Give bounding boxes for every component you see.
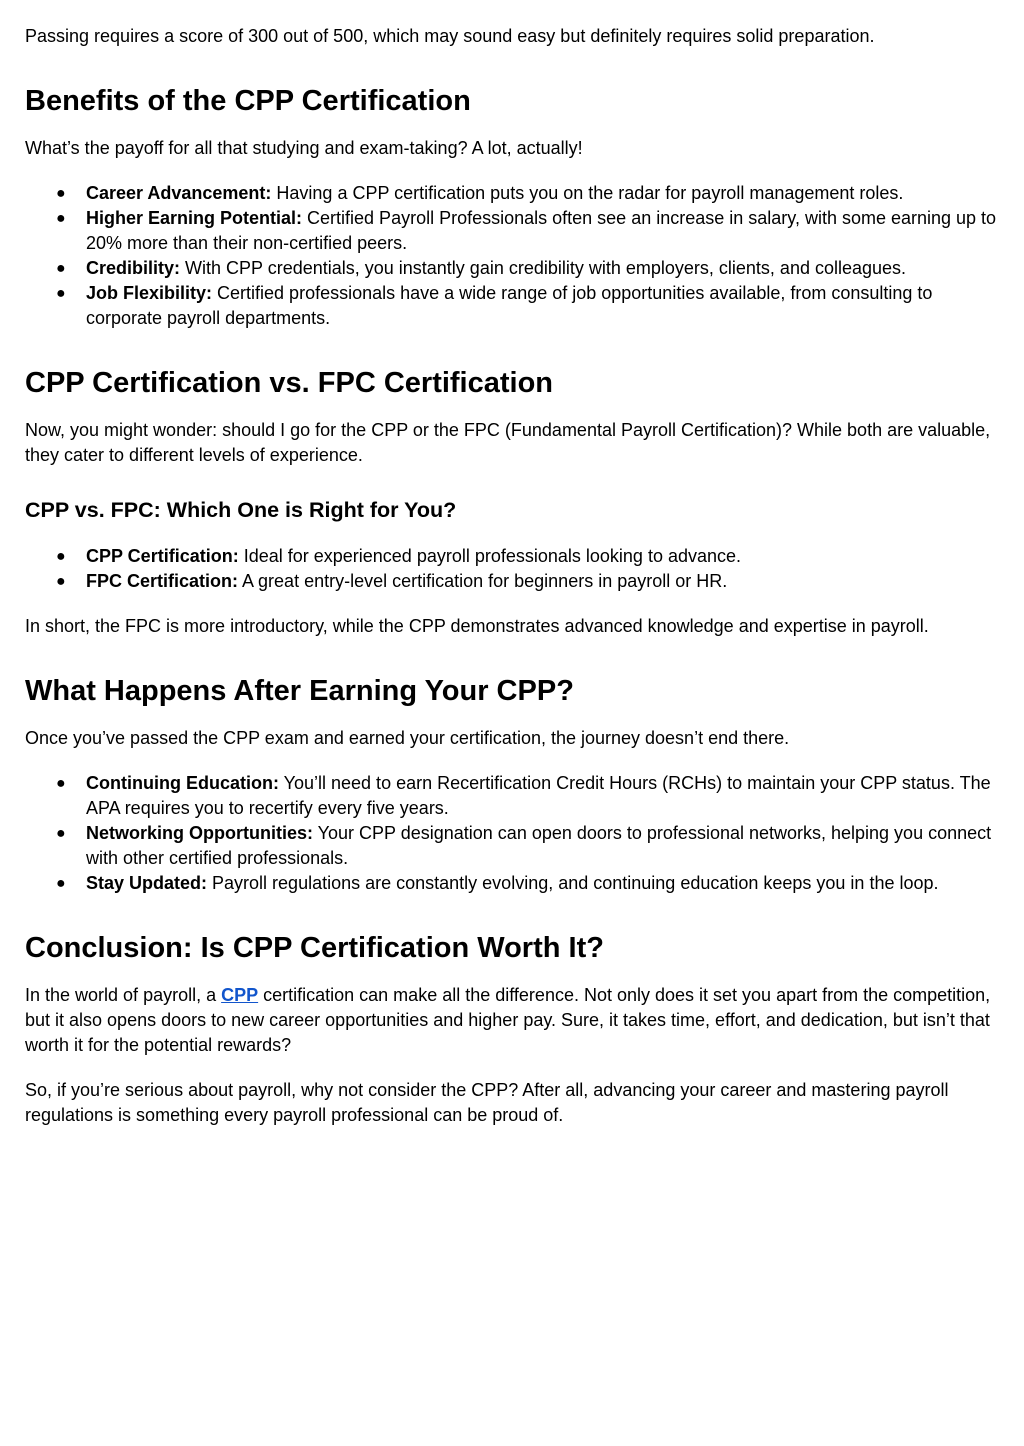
conclusion-text-start: In the world of payroll, a — [25, 985, 222, 1005]
list-item-term: Credibility: — [86, 258, 181, 278]
comparison-subheading: CPP vs. FPC: Which One is Right for You? — [25, 498, 457, 522]
list-item — [25, 569, 1005, 594]
list-item-text: Your CPP designation can open doors to professional networks, helping you connect with other certified professionals. — [86, 823, 992, 868]
list-item — [25, 281, 1005, 331]
list-item-text: Ideal for experienced payroll professionals looking to advance. — [238, 546, 742, 566]
bullet-icon: ● — [56, 573, 66, 590]
comparison-summary: In short, the FPC is more introductory, while the CPP demonstrates advanced knowledge and expertise in payroll. — [25, 616, 929, 636]
conclusion-paragraph-1 — [25, 983, 1005, 1058]
bullet-icon: ● — [56, 775, 66, 792]
comparison-lead: Now, you might wonder: should I go for the CPP or the FPC (Fundamental Payroll Certification)? While both are valuable, they cater to different levels of experience. — [25, 420, 991, 465]
benefits-heading: Benefits of the CPP Certification — [25, 85, 471, 117]
comparison-heading: CPP Certification vs. FPC Certification — [25, 367, 554, 399]
intro-paragraph: Passing requires a score of 300 out of 500, which may sound easy but definitely requires solid preparation. — [25, 26, 875, 46]
list-item — [25, 871, 1005, 896]
list-item-term: FPC Certification: — [86, 571, 239, 591]
list-item-text: Certified professionals have a wide range of job opportunities available, from consulting to corporate payroll departments. — [86, 283, 933, 328]
conclusion-paragraph-2: So, if you’re serious about payroll, why not consider the CPP? After all, advancing your career and mastering payroll regulations is something every payroll professional can be proud of. — [25, 1080, 949, 1125]
list-item-text: Having a CPP certification puts you on the radar for payroll management roles. — [271, 183, 904, 203]
bullet-icon: ● — [56, 260, 66, 277]
bullet-icon: ● — [56, 548, 66, 565]
list-item-term: Networking Opportunities: — [86, 823, 313, 843]
bullet-icon: ● — [56, 210, 66, 227]
list-item-text: With CPP credentials, you instantly gain credibility with employers, clients, and colleagues. — [180, 258, 907, 278]
bullet-icon: ● — [56, 825, 66, 842]
list-item — [25, 206, 1005, 256]
after-list — [25, 771, 1005, 896]
list-item-text: Certified Payroll Professionals often see an increase in salary, with some earning up to 20% more than their non-certified peers. — [86, 208, 997, 253]
comparison-list — [25, 544, 1005, 594]
bullet-icon: ● — [56, 875, 66, 892]
list-item-term: Higher Earning Potential: — [86, 208, 303, 228]
list-item-term: Continuing Education: — [86, 773, 279, 793]
bullet-icon: ● — [56, 285, 66, 302]
benefits-lead: What’s the payoff for all that studying and exam-taking? A lot, actually! — [25, 138, 583, 158]
list-item-term: Stay Updated: — [86, 873, 208, 893]
list-item — [25, 821, 1005, 871]
list-item-term: Job Flexibility: — [86, 283, 213, 303]
list-item-text: Payroll regulations are constantly evolving, and continuing education keeps you in the loop. — [207, 873, 939, 893]
list-item-term: CPP Certification: — [86, 546, 239, 566]
document-page — [25, 24, 1005, 1128]
bullet-icon: ● — [56, 185, 66, 202]
after-lead: Once you’ve passed the CPP exam and earned your certification, the journey doesn’t end there. — [25, 728, 790, 748]
list-item — [25, 771, 1005, 821]
benefits-list — [25, 181, 1005, 331]
list-item-text: A great entry-level certification for beginners in payroll or HR. — [238, 571, 728, 591]
cpp-link[interactable]: CPP — [221, 985, 259, 1005]
list-item — [25, 544, 1005, 569]
list-item-text: You’ll need to earn Recertification Credit Hours (RCHs) to maintain your CPP status. The APA requires you to recertify every five years. — [86, 773, 991, 818]
conclusion-text-end: certification can make all the difference. Not only does it set you apart from the competition, but it also opens doors to new career opportunities and higher pay. Sure, it takes time, effort, and dedication, but isn’t that worth it for the potential rewards? — [25, 985, 991, 1055]
list-item — [25, 181, 1005, 206]
conclusion-heading: Conclusion: Is CPP Certification Worth It? — [25, 932, 604, 964]
after-heading: What Happens After Earning Your CPP? — [25, 675, 574, 707]
list-item-term: Career Advancement: — [86, 183, 272, 203]
list-item — [25, 256, 1005, 281]
